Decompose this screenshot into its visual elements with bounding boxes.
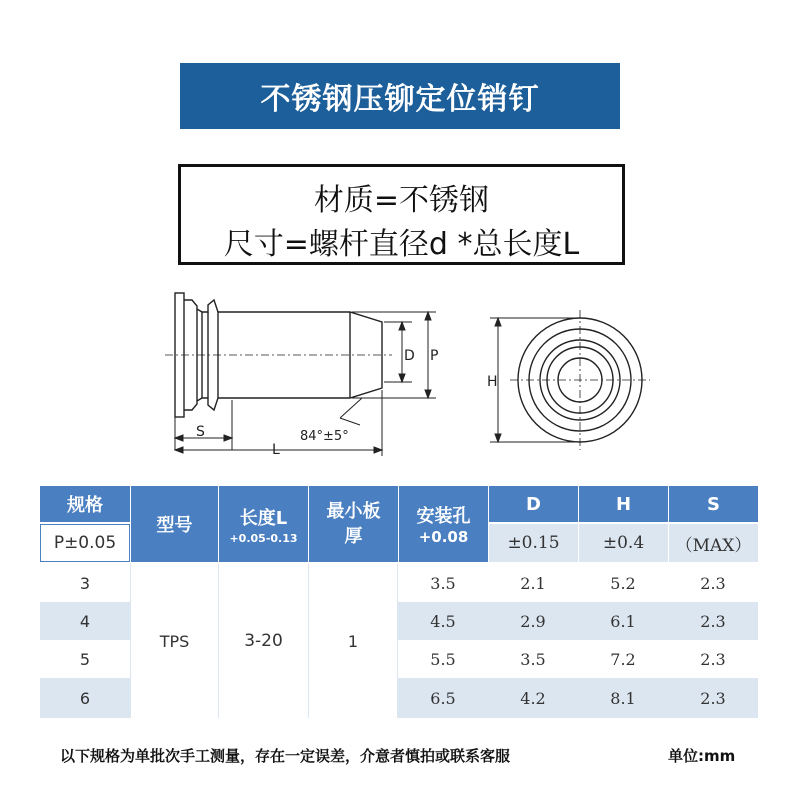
header-H: H: [578, 486, 668, 522]
row2-D: 2.9: [488, 602, 578, 640]
page-title: 不锈钢压铆定位销钉: [180, 63, 620, 129]
label-D: D: [404, 348, 415, 364]
tol-D: ±0.15: [488, 524, 578, 562]
row1-D: 2.1: [488, 564, 578, 602]
tol-H: ±0.4: [578, 524, 668, 562]
label-angle: 84°±5°: [300, 429, 349, 444]
header-length-tol: +0.05-0.13: [229, 531, 298, 545]
tol-spec: P±0.05: [40, 524, 130, 562]
merged-length: 3-20: [218, 564, 308, 718]
end-view: [510, 310, 650, 450]
row4-D: 4.2: [488, 678, 578, 718]
merged-min-plate: 1: [308, 564, 398, 718]
row4-hole: 6.5: [398, 678, 488, 718]
label-S: S: [196, 424, 205, 440]
tol-S: （MAX）: [668, 524, 758, 562]
header-min-plate: 最小板厚: [308, 486, 398, 562]
header-hole: [398, 486, 488, 562]
row2-H: 6.1: [578, 602, 668, 640]
footer-unit: 单位:mm: [668, 747, 736, 765]
row1-hole: 3.5: [398, 564, 488, 602]
row1-S: 2.3: [668, 564, 758, 602]
row1-H: 5.2: [578, 564, 668, 602]
footer-note: 以下规格为单批次手工测量，存在一定误差，介意者慎拍或联系客服: [60, 747, 511, 765]
merged-model: TPS: [130, 564, 218, 718]
row2-S: 2.3: [668, 602, 758, 640]
header-hole-label: 安装孔: [416, 506, 471, 527]
row4-H: 8.1: [578, 678, 668, 718]
row4-S: 2.3: [668, 678, 758, 718]
row3-D: 3.5: [488, 640, 578, 678]
row2-hole: 4.5: [398, 602, 488, 640]
row2-spec: 4: [40, 602, 130, 640]
header-hole-tol: +0.08: [418, 528, 469, 546]
row1-spec: 3: [40, 564, 130, 602]
row3-hole: 5.5: [398, 640, 488, 678]
size-line: 尺寸=螺杆直径d *总长度L: [223, 227, 580, 262]
row4-spec: 6: [40, 678, 130, 718]
header-S: S: [668, 486, 758, 522]
label-L: L: [272, 442, 280, 458]
label-H: H: [487, 374, 498, 390]
header-D: D: [488, 486, 578, 522]
row3-spec: 5: [40, 640, 130, 678]
row3-S: 2.3: [668, 640, 758, 678]
row3-H: 7.2: [578, 640, 668, 678]
header-spec: 规格: [40, 486, 130, 522]
header-length-label: 长度L: [239, 507, 288, 529]
material-line: 材质=不锈钢: [313, 183, 490, 218]
header-length: [218, 486, 308, 562]
label-P: P: [430, 348, 439, 364]
spec-table: [40, 486, 758, 718]
header-model: 型号: [130, 486, 218, 562]
